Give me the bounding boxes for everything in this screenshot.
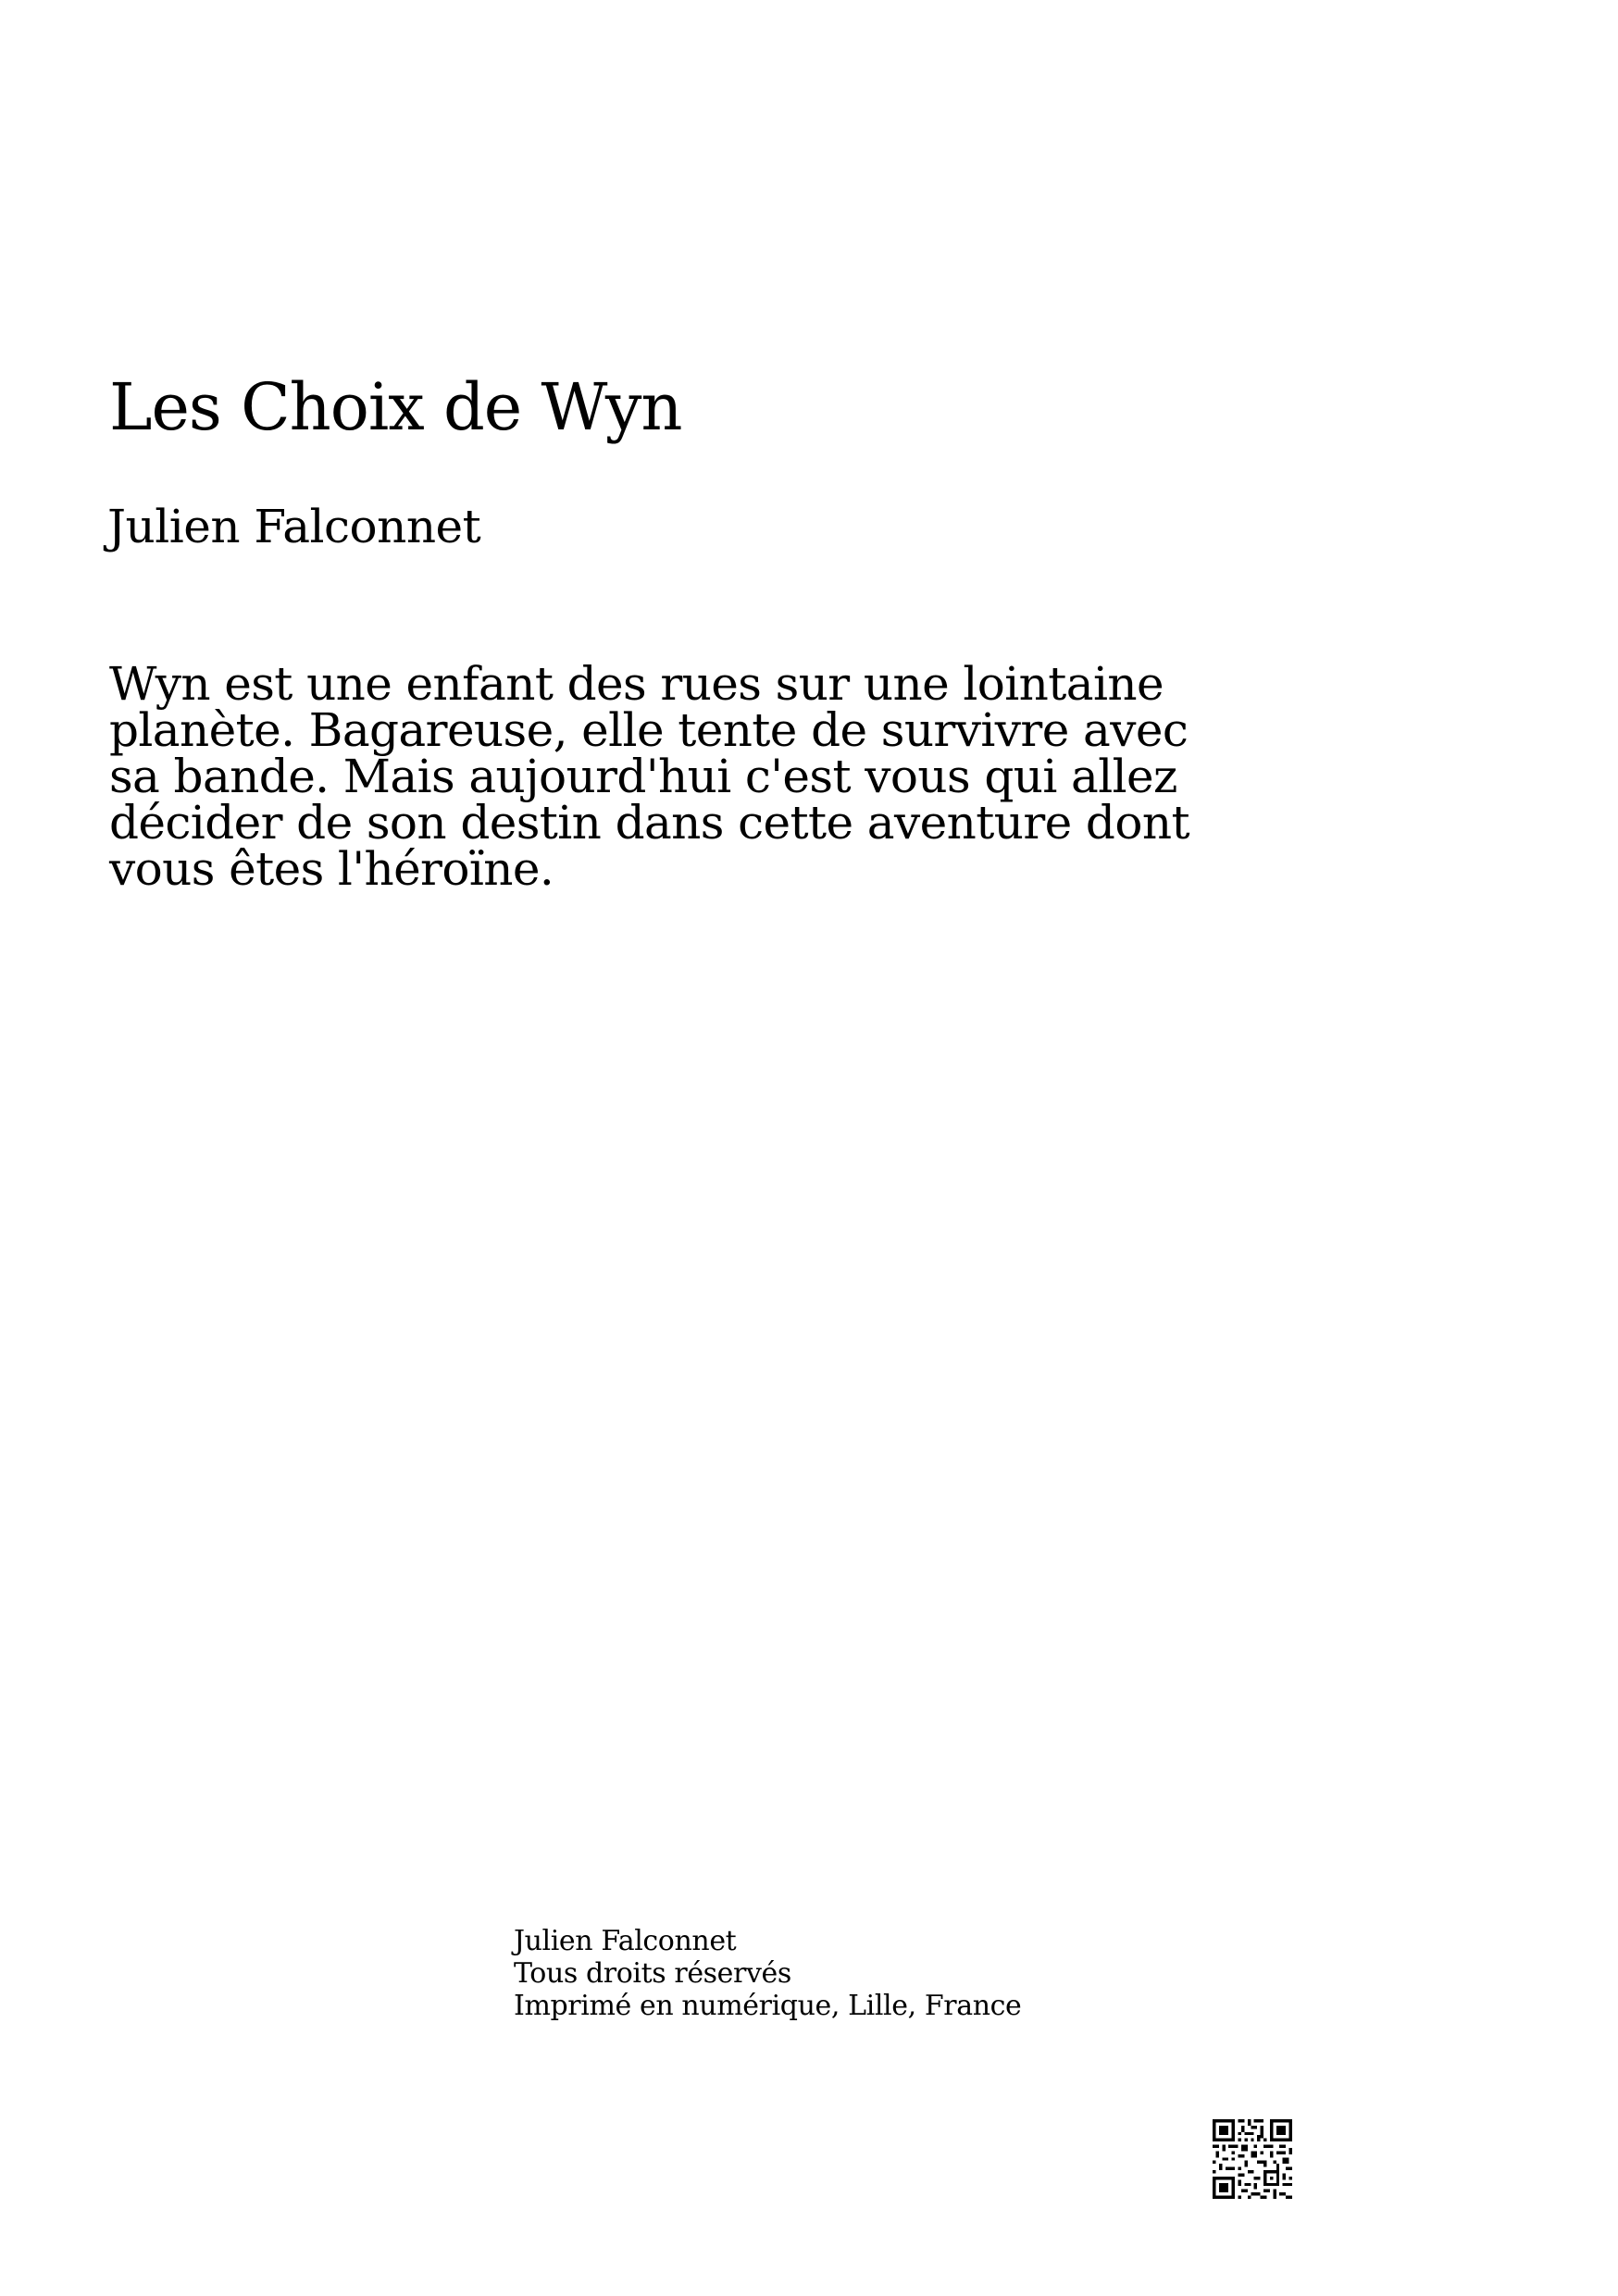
colophon [514,1925,1021,2022]
book-title: Les Choix de Wyn [109,369,682,445]
colophon-rights: Tous droits réservés [514,1957,791,1990]
book-blurb: Wyn est une enfant des rues sur une lointaine planète. Bagareuse, elle tente de survivre avec sa bande. Mais aujourd'hui c'est vous qui allez décider de son destin dans cette aventure dont vous êtes l'héroïne. [109,657,1189,896]
book-author: Julien Falconnet [107,500,481,553]
colophon-author: Julien Falconnet [514,1925,737,1957]
qr-code-icon [1213,2119,1292,2199]
colophon-printing: Imprimé en numérique, Lille, France [514,1990,1022,2022]
